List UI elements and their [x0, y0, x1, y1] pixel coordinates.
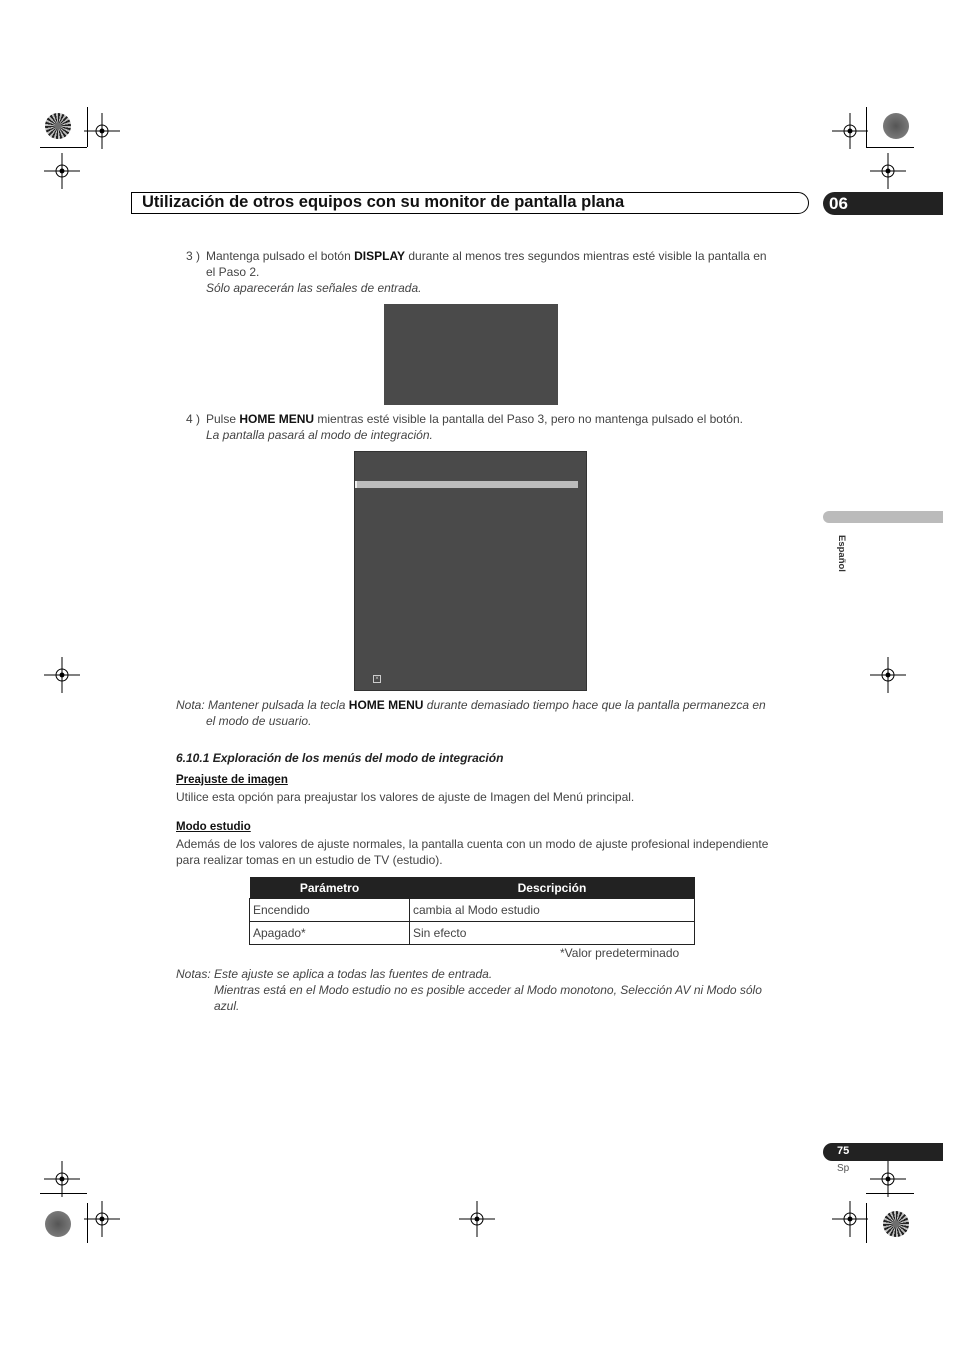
section-title: 6.10.1 Exploración de los menús del modo de integración: [176, 751, 504, 765]
preajuste-text: Utilice esta opción para preajustar los valores de ajuste de Imagen del Menú principal.: [176, 790, 635, 804]
menu-highlight-bar: [356, 481, 578, 488]
table-cell: Apagado*: [250, 922, 410, 945]
crosshair-icon: [459, 1201, 495, 1237]
note1: [176, 697, 816, 729]
step3-result: Sólo aparecerán las señales de entrada.: [206, 281, 422, 295]
chapter-number: 06: [829, 194, 848, 213]
crosshair-icon: [832, 1201, 868, 1237]
notes-prefix: Notas:: [176, 967, 211, 981]
crosshair-icon: [832, 113, 868, 149]
home-menu-button-label: HOME MENU: [239, 412, 315, 426]
display-button-label: DISPLAY: [354, 249, 406, 263]
step3-text-after: durante al menos tres segundos mientras esté visible la pantalla en: [405, 249, 767, 263]
registration-swirl-top-right: [883, 113, 909, 139]
note1-suffix: durante demasiado tiempo hace que la pantalla permanezca en: [423, 698, 766, 712]
table-cell: cambia al Modo estudio: [410, 899, 695, 922]
registration-swirl-top-left: [45, 113, 71, 139]
language-label: Español: [836, 535, 847, 572]
step3-text-before: Mantenga pulsado el botón: [206, 249, 355, 263]
notes-line3: azul.: [214, 999, 240, 1013]
table-header-descripcion: Descripción: [410, 877, 695, 899]
crosshair-icon: [870, 153, 906, 189]
page-language-code: Sp: [837, 1163, 850, 1174]
table-footnote: *Valor predeterminado: [560, 946, 680, 960]
step4-text-after: mientras esté visible la pantalla del Paso 3, pero no mantenga pulsado el botón.: [314, 412, 743, 426]
modo-estudio-line1: Además de los valores de ajuste normales, la pantalla cuenta con un modo de ajuste profesional independiente: [176, 837, 769, 851]
table-cell: Encendido: [250, 899, 410, 922]
modo-estudio-title: Modo estudio: [176, 821, 251, 833]
table-row: [250, 922, 695, 945]
step4-number: 4 ): [186, 412, 201, 426]
table-cell: Sin efecto: [410, 922, 695, 945]
page-title: Utilización de otros equipos con su monitor de pantalla plana: [142, 193, 625, 211]
close-icon: ×: [373, 675, 381, 683]
step4-text: [206, 411, 816, 443]
note1-prefix: Nota: Mantener pulsada la tecla: [176, 698, 349, 712]
crosshair-icon: [44, 1161, 80, 1197]
language-tab: [823, 511, 943, 523]
screen-input-signals: [384, 304, 558, 405]
parameter-table: [249, 877, 695, 945]
page-number: 75: [837, 1145, 850, 1157]
registration-swirl-bottom-left: [45, 1211, 71, 1237]
step3-number: 3 ): [186, 249, 201, 263]
notes-body: [214, 966, 814, 1014]
step4-text-before: Pulse: [206, 412, 240, 426]
crosshair-icon: [84, 1201, 120, 1237]
step3-text: [206, 248, 816, 296]
crosshair-icon: [870, 657, 906, 693]
crop-mark: [866, 147, 914, 148]
modo-estudio-text: [176, 836, 816, 868]
registration-swirl-bottom-right: [883, 1211, 909, 1237]
table-header-parametro: Parámetro: [250, 877, 410, 899]
preajuste-title: Preajuste de imagen: [176, 774, 288, 786]
note1-button: HOME MENU: [348, 698, 424, 712]
crosshair-icon: [44, 153, 80, 189]
crosshair-icon: [870, 1161, 906, 1197]
notes-line2: Mientras está en el Modo estudio no es posible acceder al Modo monotono, Selección AV ni Modo sólo: [214, 983, 762, 997]
step4-result: La pantalla pasará al modo de integración.: [206, 428, 433, 442]
table-row: [250, 899, 695, 922]
notes-line1: Este ajuste se aplica a todas las fuentes de entrada.: [214, 967, 493, 981]
step3-text-line2: el Paso 2.: [206, 265, 260, 279]
crosshair-icon: [84, 113, 120, 149]
crop-mark: [40, 147, 87, 148]
note1-line2: el modo de usuario.: [206, 714, 312, 728]
crosshair-icon: [44, 657, 80, 693]
menu-cursor: [355, 481, 357, 488]
modo-estudio-line2: para realizar tomas en un estudio de TV (estudio).: [176, 853, 443, 867]
